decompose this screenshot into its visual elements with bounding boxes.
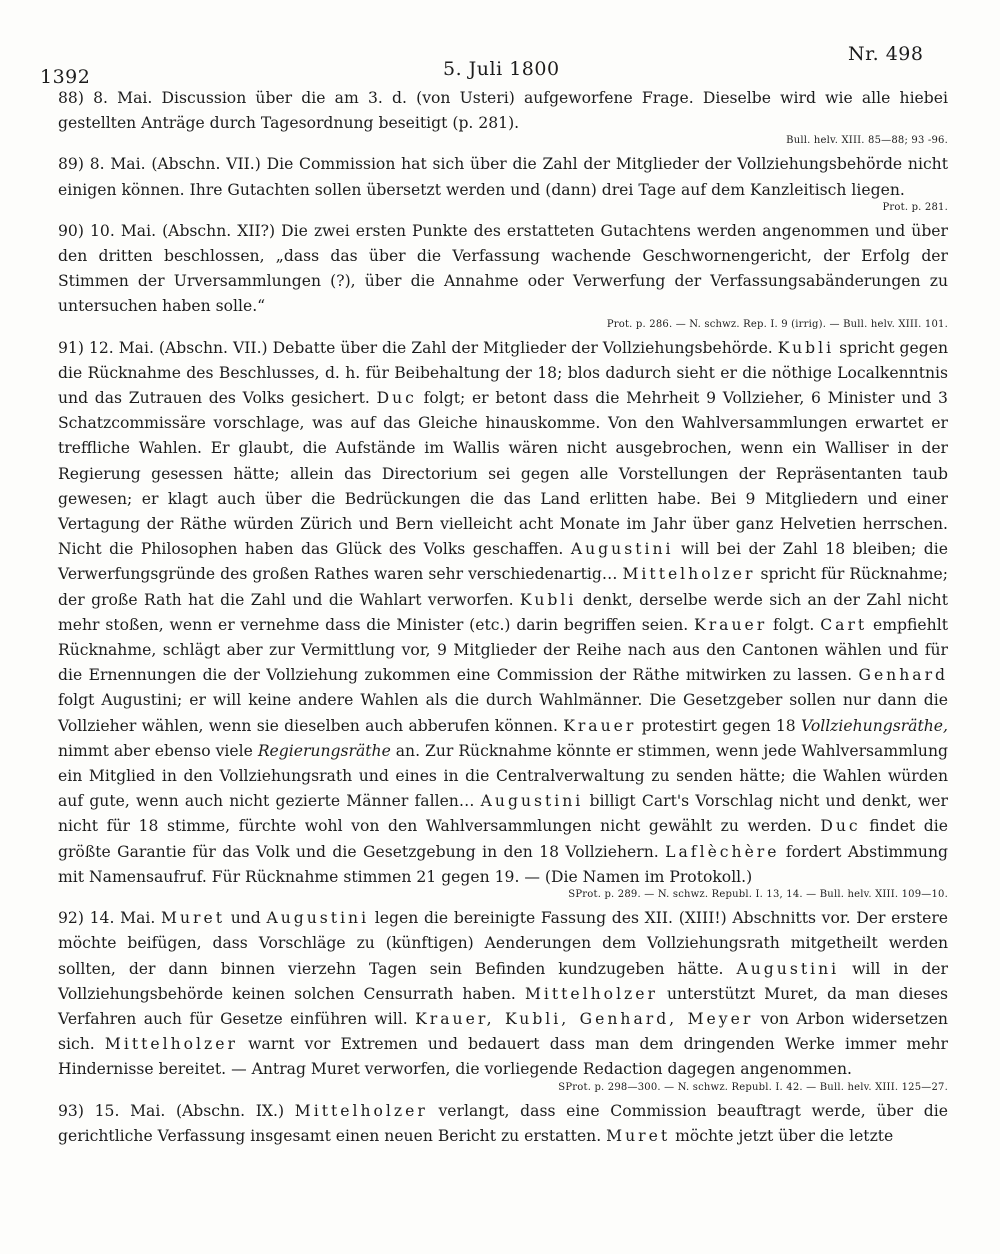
speaker-name: Kubli bbox=[777, 338, 835, 357]
speaker-name: Krauer bbox=[563, 716, 637, 735]
text-run: an. Zur Rücknahme könnte er stimmen, wenn jede Wahlversammlung ein Mitglied in den Vollziehungsrath und eines in die Centralverwaltung zu senden hätte; die Wahlen würden auf gute, wenn auch nicht gezierte Männer fallen… bbox=[58, 741, 948, 811]
speaker-name: Duc bbox=[376, 389, 417, 408]
speaker-name: Kubli bbox=[520, 590, 577, 609]
citation: SProt. p. 298—300. — N. schwz. Republ. I. 42. — Bull. helv. XIII. 125—27. bbox=[558, 1081, 948, 1093]
entry-text: 88) 8. Mai. Discussion über die am 3. d. (von Usteri) aufgeworfene Frage. Dieselbe wird wie alle hiebei gestellten Anträge durch Tagesordnung beseitigt (p. 281). bbox=[58, 89, 948, 133]
emphasis-term: Vollziehungsräthe, bbox=[800, 716, 948, 735]
entry-88 bbox=[58, 86, 948, 148]
speaker-name: Augustini bbox=[570, 540, 674, 559]
speaker-name: Mittelholzer bbox=[104, 1035, 238, 1054]
entry-text: 89) 8. Mai. (Abschn. VII.) Die Commission hat sich über die Zahl der Mitglieder der Vollziehungsbehörde nicht einigen können. Ihre Gutachten sollen übersetzt werden und (dann) drei Tage auf dem Kanzleitisch liegen. bbox=[58, 155, 948, 199]
document-number: Nr. 498 bbox=[848, 43, 924, 65]
text-run: folgt; er betont dass die Mehrheit 9 Vollzieher, 6 Minister und 3 Schatzcommissäre vorschlage, was auf das Gleiche hinauskomme. Von den Wahlversammlungen erwartet er treffliche Wahlen. Er glaubt, die Aufstände im Wallis wären nicht ausgebrochen, wenn ein Walliser in der Regierung gesessen hätte; allein das Directorium sei gegen alle Vorstellungen der Repräsentanten taub gewesen; er klagt auch über die Bedrückungen die das Land erlitten habe. Bei 9 Mitgliedern und einer Vertagung der Räthe würden Zürich und Bern vielleicht acht Monate im Jahr über ganz Helvetien herrschen. Nicht die Philosophen haben das Glück des Volks geschaffen. bbox=[58, 389, 948, 559]
text-run: will in der Vollziehungsbehörde keinen solchen Censurrath haben. bbox=[58, 959, 948, 1003]
citation: Prot. p. 286. — N. schwz. Rep. I. 9 (irrig). — Bull. helv. XIII. 101. bbox=[606, 318, 948, 330]
text-run: spricht gegen die Rücknahme des Beschlusses, d. h. für Beibehaltung der 18; blos dadurch sieht er die nöthige Localkenntnis und das Zutrauen des Volks gesichert. bbox=[58, 338, 948, 408]
citation: Prot. p. 281. bbox=[882, 201, 948, 213]
entry-93 bbox=[58, 1099, 948, 1149]
entry-92 bbox=[58, 906, 948, 1094]
speaker-name: Augustini bbox=[736, 959, 840, 978]
text-run: folgt Augustini; er will keine andere Wahlen als die durch Wahlmänner. Die Gesetzgeber sollen nur dann die Vollzieher wählen, wenn sie dieselben auch abberufen können. bbox=[58, 691, 948, 735]
text-run: verlangt, dass eine Commission beauftragt werde, über die gerichtliche Verfassung insgesamt einen neuen Bericht zu erstatten. bbox=[58, 1101, 948, 1145]
text-run: fordert Abstimmung mit Namensaufruf. Für Rücknahme stimmen 21 gegen 19. — (Die Namen im Protokoll.) bbox=[58, 842, 948, 886]
speaker-name: Krauer bbox=[694, 615, 768, 634]
text-run: nimmt aber ebenso viele bbox=[58, 741, 253, 760]
speaker-name: Muret bbox=[606, 1126, 671, 1145]
speaker-name: Augustini bbox=[480, 792, 584, 811]
text-run: protestirt gegen 18 bbox=[641, 716, 796, 735]
text-run: warnt vor Extremen und bedauert dass man dem dringenden Werke immer mehr Hindernisse bereitet. — Antrag Muret verworfen, die vorliegende Redaction dagegen angenommen. bbox=[58, 1035, 948, 1079]
entry-90 bbox=[58, 219, 948, 332]
text-run: unterstützt Muret, da man dieses Verfahren auch für Gesetze einführen will. bbox=[58, 984, 948, 1028]
citation: Bull. helv. XIII. 85—88; 93 -96. bbox=[786, 135, 948, 147]
entry-text bbox=[58, 906, 948, 1082]
speaker-name: Mittelholzer bbox=[294, 1101, 428, 1120]
text-run: findet die größte Garantie für das Volk und die Gesetzgebung in den 18 Vollziehern. bbox=[58, 817, 948, 861]
speaker-name: Cart bbox=[820, 615, 868, 634]
text-run: denkt, derselbe werde sich an der Zahl nicht mehr stoßen, wenn er vernehme dass die Minister (etc.) darin begriffen seien. bbox=[58, 590, 948, 634]
text-run: 91) 12. Mai. (Abschn. VII.) Debatte über die Zahl der Mitglieder der Vollziehungsbehörde. bbox=[58, 338, 773, 357]
emphasis-term: Regierungsräthe bbox=[257, 741, 391, 760]
speaker-name: Mittelholzer bbox=[622, 565, 756, 584]
speaker-name: Muret bbox=[161, 909, 225, 928]
speaker-name: Krauer, Kubli, Genhard, Meyer bbox=[415, 1009, 754, 1028]
entry-text bbox=[58, 336, 948, 890]
text-run: 92) 14. Mai. bbox=[58, 909, 156, 928]
entry-89 bbox=[58, 152, 948, 214]
entry-91 bbox=[58, 336, 948, 902]
speaker-name: Augustini bbox=[266, 909, 370, 928]
text-run: von Arbon widersetzen sich. bbox=[58, 1009, 948, 1054]
running-date: 5. Juli 1800 bbox=[443, 58, 560, 80]
text-run: 93) 15. Mai. (Abschn. IX.) bbox=[58, 1101, 285, 1120]
entry-text: 90) 10. Mai. (Abschn. XII?) Die zwei ersten Punkte des erstatteten Gutachtens werden angenommen und über den dritten beschlossen, „dass das über die Verfassung wachende Geschwornengericht, der Erfolg der Stimmen der Urversammlungen (?), über die Annahme oder Verwerfung der Verfassungsabänderungen zu untersuchen haben solle.“ bbox=[58, 221, 948, 316]
speaker-name: Duc bbox=[820, 817, 861, 836]
text-run: will bei der Zahl 18 bleiben; die Verwerfungsgründe des großen Rathes waren sehr verschiedenartig… bbox=[58, 540, 948, 584]
speaker-name: Genhard bbox=[858, 666, 949, 685]
text-run: und bbox=[230, 909, 261, 928]
speaker-name: Mittelholzer bbox=[524, 984, 658, 1003]
text-run: spricht für Rücknahme; der große Rath hat die Zahl und die Wahlart verworfen. bbox=[58, 565, 948, 609]
text-run: billigt Cart's Vorschlag nicht und denkt, wer nicht für 18 stimme, fürchte wohl von den Wahlversammlungen nicht gewählt zu werden. bbox=[58, 792, 948, 836]
text-run: empfiehlt Rücknahme, schlägt aber zur Vermittlung vor, 9 Mitglieder der Reihe nach aus den Cantonen wählen und für die Ernennungen die der Vollziehung zukommen eine Commission der Räthe mitwirken zu lassen. bbox=[58, 615, 948, 685]
text-run: legen die bereinigte Fassung des XII. (XIII!) Abschnitts vor. Der erstere möchte beifügen, dass Vorschläge zu (künftigen) Aenderungen dem Vollziehungsrath mitgetheilt werden sollten, der dann binnen vierzehn Tagen sein Befinden kundzugeben hätte. bbox=[58, 909, 949, 978]
page-number: 1392 bbox=[40, 66, 91, 88]
speaker-name: Laflèchère bbox=[665, 842, 780, 861]
text-run: folgt. bbox=[773, 615, 815, 634]
body-text bbox=[58, 86, 948, 1153]
citation: SProt. p. 289. — N. schwz. Republ. I. 13, 14. — Bull. helv. XIII. 109—10. bbox=[568, 889, 948, 901]
entry-text bbox=[58, 1099, 948, 1149]
text-run: möchte jetzt über die letzte bbox=[675, 1126, 894, 1145]
